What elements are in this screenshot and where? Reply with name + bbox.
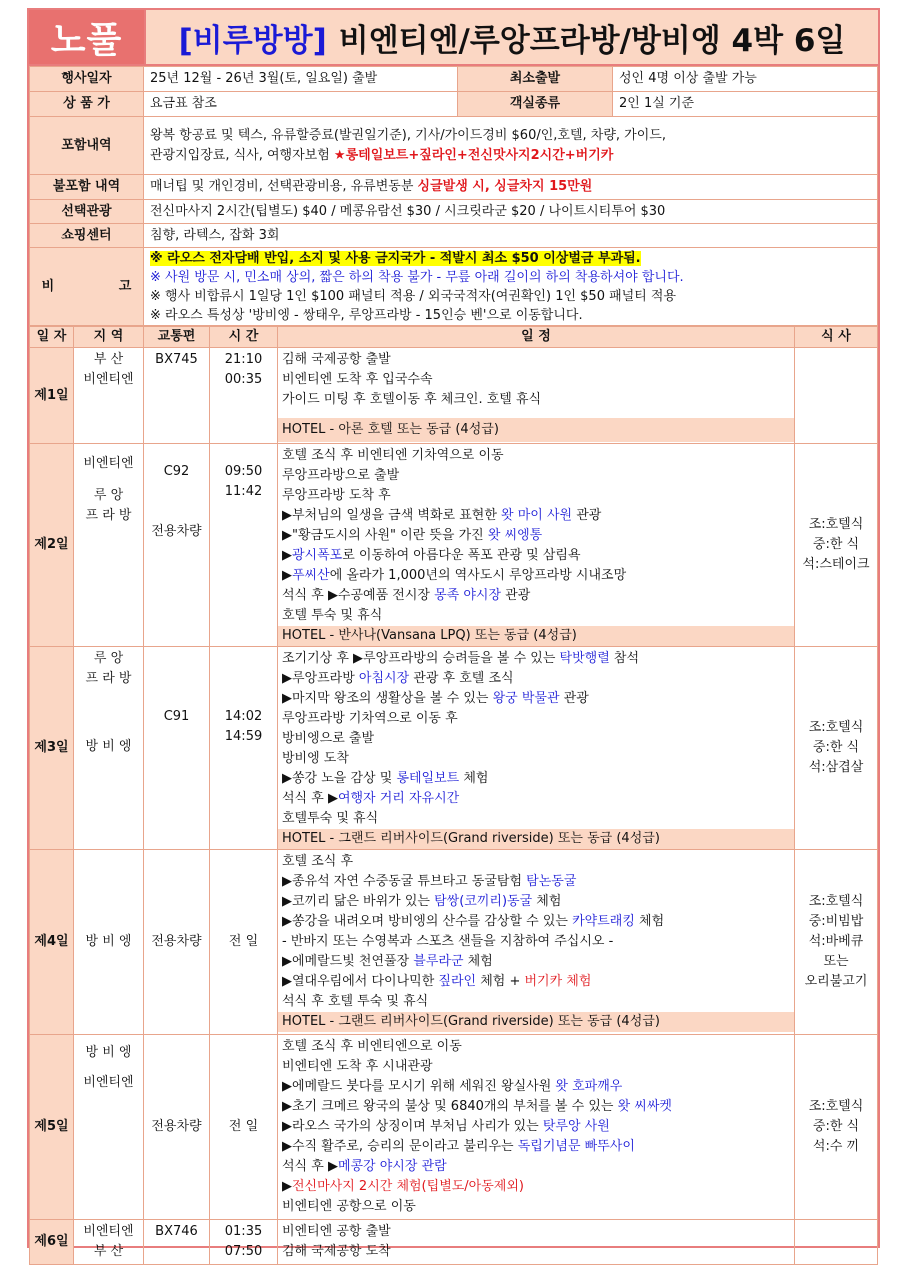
day3-transport — [144, 647, 210, 850]
region-luang: 루 앙 — [93, 651, 124, 666]
option-label: 선택관광 — [30, 200, 144, 224]
itinerary-text: 조기기상 후 ▶루앙프라방의 승려들을 볼 수 있는 — [282, 651, 560, 666]
spot-zipline: 짚라인 — [438, 974, 477, 989]
spot-patuxai: 독립기념문 빠뚜사이 — [517, 1139, 635, 1154]
train-c91: C91 — [163, 709, 190, 724]
include-highlight: ★롱테일보트+짚라인+전신맛사지2시간+버기카 — [333, 147, 614, 163]
train-c92: C92 — [163, 464, 190, 479]
itinerary-text: ▶마지막 왕조의 생활상을 볼 수 있는 — [282, 691, 493, 706]
day5-transport: 전용차량 — [144, 1035, 210, 1220]
day5-time: 전 일 — [210, 1035, 278, 1220]
meal-breakfast: 조:호텔식 — [808, 720, 864, 735]
spot-hmong-market: 몽족 야시장 — [434, 588, 502, 603]
day1-label: 제1일 — [30, 348, 74, 444]
time-arrive: 00:35 — [224, 372, 263, 387]
region-busan: 부 산 — [93, 1244, 124, 1259]
itinerary-text: 관광 — [501, 588, 531, 603]
day1-itinerary — [278, 348, 795, 444]
itinerary-text: 관광 — [559, 691, 589, 706]
day5-itinerary — [278, 1035, 795, 1220]
note-ecig: ※ 라오스 전자담배 반입, 소지 및 사용 금지국가 - 적발시 최소 $50 이상벌금 부과됨. — [150, 250, 641, 266]
itinerary-line: 비엔티엔 도착 후 입국수속 — [282, 372, 433, 387]
private-vehicle: 전용차량 — [151, 524, 202, 539]
spot-tham-non: 탐논동굴 — [526, 874, 577, 889]
itinerary-text: 석식 후 ▶수공예품 전시장 — [282, 588, 435, 603]
day3-region — [74, 647, 144, 850]
price-value: 요금표 참조 — [144, 92, 458, 117]
spot-mekong-market: 메콩강 야시장 관람 — [337, 1159, 447, 1174]
day6-row — [30, 1220, 878, 1265]
col-time: 시 간 — [210, 327, 278, 348]
meal-breakfast: 조:호텔식 — [808, 894, 864, 909]
note-label: 비 고 — [30, 248, 144, 326]
spot-walking-street: 여행자 거리 자유시간 — [337, 791, 460, 806]
room-label: 객실종류 — [458, 92, 613, 117]
itinerary-text: ▶종유석 자연 수중동굴 튜브타고 동굴탐험 — [282, 874, 527, 889]
meal-dinner: 석:스테이크 — [802, 557, 870, 572]
time-depart: 21:10 — [224, 352, 263, 367]
day1-time — [210, 348, 278, 444]
day3-itinerary — [278, 647, 795, 850]
itinerary-line: - 반바지 또는 수영복과 스포츠 샌들을 지참하여 주십시오 - — [282, 934, 614, 949]
time-arrive: 11:42 — [224, 484, 263, 499]
min-label: 최소출발 — [458, 67, 613, 92]
title-text: 비엔티엔/루앙프라방/방비엥 4박 6일 — [338, 22, 846, 59]
itinerary-text: 체험 — [634, 914, 665, 929]
price-label: 상 품 가 — [30, 92, 144, 117]
meal-dinner: 석:바베큐 — [808, 934, 864, 949]
col-region: 지 역 — [74, 327, 144, 348]
itinerary-line: 호텔 조식 후 — [282, 854, 354, 869]
info-table — [29, 66, 878, 326]
meal-lunch: 중:한 식 — [812, 537, 860, 552]
spot-blue-lagoon: 블루라군 — [413, 954, 464, 969]
day4-row — [30, 850, 878, 1035]
itinerary-line: 비엔티엔 공항으로 이동 — [282, 1199, 416, 1214]
spot-longtail: 롱테일보트 — [396, 771, 460, 786]
day2-region — [74, 444, 144, 647]
itinerary-text: ▶ — [282, 548, 292, 563]
itinerary-text: ▶수직 활주로, 승리의 문이라고 불리우는 — [282, 1139, 518, 1154]
itinerary-line: 석식 후 호텔 투숙 및 휴식 — [282, 994, 429, 1009]
itinerary-text: 체험 + — [476, 974, 525, 989]
spot-wat-mai: 왓 마이 사원 — [501, 508, 573, 523]
itinerary-line: 가이드 미팅 후 호텔이동 후 체크인. 호텔 휴식 — [282, 392, 542, 407]
day4-itinerary — [278, 850, 795, 1035]
region-vangvieng: 방 비 엥 — [85, 1045, 132, 1060]
day6-itinerary — [278, 1220, 795, 1265]
itinerary-text: 참석 — [609, 651, 640, 666]
spot-kayak: 카약트래킹 — [572, 914, 635, 929]
region-vientiane: 비엔티엔 — [83, 1224, 134, 1239]
spot-si-saket: 왓 씨싸켓 — [617, 1099, 672, 1114]
day1-transport: BX745 — [144, 348, 210, 444]
itinerary-text: 관광 — [572, 508, 602, 523]
period-value: 25년 12월 - 26년 3월(토, 일요일) 출발 — [144, 67, 458, 92]
region-vientiane: 비엔티엔 — [83, 372, 134, 387]
day2-transport — [144, 444, 210, 647]
itinerary-text: 에 올라가 1,000년의 역사도시 루앙프라방 시내조망 — [329, 568, 627, 583]
day4-meal — [795, 850, 878, 1035]
day3-row — [30, 647, 878, 850]
day4-transport: 전용차량 — [144, 850, 210, 1035]
spot-that-luang: 탓루앙 사원 — [542, 1119, 610, 1134]
shop-value: 침향, 라텍스, 잡화 3회 — [144, 224, 878, 248]
itinerary-line: 호텔 투숙 및 휴식 — [282, 608, 383, 623]
day6-label: 제6일 — [30, 1220, 74, 1265]
time-arrive: 14:59 — [224, 729, 263, 744]
itinerary-text: ▶코끼리 닮은 바위가 있는 — [282, 894, 435, 909]
itinerary-text: 체험 — [463, 954, 493, 969]
day6-region — [74, 1220, 144, 1265]
itinerary-text: ▶쏭강을 내려오며 방비엥의 산수를 감상할 수 있는 — [282, 914, 573, 929]
day5-meal — [795, 1035, 878, 1220]
note-dress: ※ 사원 방문 시, 민소매 상의, 짧은 하의 착용 불가 - 무릎 아래 길이의 하의 착용하셔야 합니다. — [150, 269, 684, 285]
itinerary-line: 김해 국제공항 출발 — [282, 352, 391, 367]
region-busan: 부 산 — [93, 352, 124, 367]
itinerary-line: 루앙프라방 기차역으로 이동 후 — [282, 711, 458, 726]
day2-hotel: HOTEL - 반사나(Vansana LPQ) 또는 동급 (4성급) — [278, 626, 794, 646]
day4-time: 전 일 — [210, 850, 278, 1035]
day1-region — [74, 348, 144, 444]
day5-row — [30, 1035, 878, 1220]
meal-breakfast: 조:호텔식 — [808, 517, 864, 532]
itinerary-text: 석식 후 ▶ — [282, 791, 338, 806]
schedule-table — [29, 326, 878, 1265]
note-penalty: ※ 행사 비합류시 1일당 1인 $100 패널티 적용 / 외국국적자(여권확인) 1인 $50 패널티 적용 — [150, 288, 677, 304]
col-transport: 교통편 — [144, 327, 210, 348]
day4-label: 제4일 — [30, 850, 74, 1035]
spot-alms: 탁밧행렬 — [559, 651, 610, 666]
col-day: 일 자 — [30, 327, 74, 348]
schedule-header — [30, 327, 878, 348]
include-label: 포함내역 — [30, 117, 144, 175]
title-tag: [비루방방] — [178, 22, 327, 59]
itinerary-text: 로 이동하여 아름다운 폭포 관광 및 삼림욕 — [342, 548, 581, 563]
min-value: 성인 4명 이상 출발 가능 — [613, 67, 878, 92]
day4-region: 방 비 엥 — [74, 850, 144, 1035]
itinerary-line: 루앙프라방 도착 후 — [282, 488, 391, 503]
region-vientiane: 비엔티엔 — [83, 1075, 134, 1090]
shop-label: 쇼핑센터 — [30, 224, 144, 248]
region-vangvieng: 방 비 엥 — [85, 739, 132, 754]
itinerary-text: ▶에메랄드빛 천연풀장 — [282, 954, 414, 969]
meal-breakfast: 조:호텔식 — [808, 1099, 864, 1114]
itinerary-line: 루앙프라방으로 출발 — [282, 468, 400, 483]
itinerary-text: ▶열대우림에서 다이나믹한 — [282, 974, 439, 989]
itinerary-line: 비엔티엔 도착 후 시내관광 — [282, 1059, 433, 1074]
itinerary-line: 방비엥 도착 — [282, 751, 349, 766]
exclude-text: 매너팁 및 개인경비, 선택관광비용, 유류변동분 — [150, 179, 418, 194]
itinerary-text: ▶라오스 국가의 상징이며 부처님 사리가 있는 — [282, 1119, 543, 1134]
meal-lunch: 중:한 식 — [812, 740, 860, 755]
spot-buggy: 버기카 체험 — [524, 974, 592, 989]
exclude-value — [144, 175, 878, 200]
meal-dinner: 석:수 끼 — [812, 1139, 860, 1154]
day3-label: 제3일 — [30, 647, 74, 850]
day2-meal — [795, 444, 878, 647]
page-title — [144, 10, 878, 64]
day5-label: 제5일 — [30, 1035, 74, 1220]
itinerary-text: ▶초기 크메르 왕국의 불상 및 6840개의 부처를 볼 수 있는 — [282, 1099, 618, 1114]
col-itinerary: 일 정 — [278, 327, 795, 348]
day3-time — [210, 647, 278, 850]
region-luang: 루 앙 — [93, 488, 124, 503]
period-label: 행사일자 — [30, 67, 144, 92]
day1-row — [30, 348, 878, 444]
day6-time — [210, 1220, 278, 1265]
notes — [144, 248, 878, 326]
spot-morning-market: 아침시장 — [358, 671, 410, 686]
include-line1: 왕복 항공료 및 텍스, 유류할증료(발권일기준), 기사/가이드경비 $60/인,호텔, 차량, 가이드, — [150, 127, 666, 143]
day1-meal — [795, 348, 878, 444]
spot-elephant-cave: 탐쌍(코끼리)동굴 — [434, 894, 533, 909]
meal-dinner: 석:삼겹살 — [808, 760, 864, 775]
itinerary-text: ▶ — [282, 1179, 292, 1194]
day3-hotel: HOTEL - 그랜드 리버사이드(Grand riverside) 또는 동급 (4성급) — [278, 829, 794, 849]
meal-dinner-alt: 오리불고기 — [804, 974, 868, 989]
spot-kuang-si: 광시폭포 — [292, 548, 343, 563]
region-vientiane: 비엔티엔 — [83, 456, 134, 471]
itinerary-document — [27, 8, 880, 1259]
itinerary-text: ▶"황금도시의 사원" 이란 뜻을 가진 — [282, 528, 488, 543]
itinerary-line: 김해 국제공항 도착 — [282, 1244, 391, 1259]
spot-royal-palace: 왕궁 박물관 — [492, 691, 560, 706]
time-depart: 09:50 — [224, 464, 263, 479]
meal-lunch: 중:비빔밥 — [808, 914, 864, 929]
meal-lunch: 중:한 식 — [812, 1119, 860, 1134]
itinerary-text: ▶루앙프라방 — [282, 671, 359, 686]
itinerary-text: ▶ — [282, 568, 292, 583]
brand-logo: 노풀 — [29, 10, 144, 64]
col-meal: 식 사 — [795, 327, 878, 348]
day2-itinerary — [278, 444, 795, 647]
itinerary-text: ▶에메랄드 붓다를 모시기 위해 세워진 왕실사원 — [282, 1079, 556, 1094]
itinerary-line: 호텔 조식 후 비엔티엔으로 이동 — [282, 1039, 462, 1054]
day5-region — [74, 1035, 144, 1220]
time-depart: 01:35 — [224, 1224, 263, 1239]
itinerary-line: 비엔티엔 공항 출발 — [282, 1224, 391, 1239]
region-prabang: 프 라 방 — [85, 508, 132, 523]
note-transport: ※ 라오스 특성상 '방비엥 - 쌍태우, 루앙프라방 - 15인승 벤'으로 이동합니다. — [150, 307, 583, 323]
spot-phousi: 푸씨산 — [292, 568, 330, 583]
itinerary-text: 관광 후 호텔 조식 — [409, 671, 514, 686]
day2-time — [210, 444, 278, 647]
spot-wat-xieng-thong: 왓 씨엥통 — [487, 528, 543, 543]
single-charge: 싱글발생 시, 싱글차지 15만원 — [417, 179, 593, 194]
day6-meal — [795, 1220, 878, 1265]
meal-or: 또는 — [823, 954, 849, 969]
day2-label: 제2일 — [30, 444, 74, 647]
day6-transport: BX746 — [144, 1220, 210, 1265]
region-prabang: 프 라 방 — [85, 671, 132, 686]
itinerary-text: 체험 — [459, 771, 489, 786]
itinerary-text: 석식 후 ▶ — [282, 1159, 338, 1174]
room-value: 2인 1실 기준 — [613, 92, 878, 117]
spot-ho-phakeo: 왓 호파깨우 — [555, 1079, 623, 1094]
itinerary-line: 호텔 조식 후 비엔티엔 기차역으로 이동 — [282, 448, 504, 463]
day1-hotel: HOTEL - 아론 호텔 또는 동급 (4성급) — [278, 418, 794, 442]
day4-hotel: HOTEL - 그랜드 리버사이드(Grand riverside) 또는 동급 (4성급) — [278, 1012, 794, 1032]
itinerary-text: ▶부처님의 일생을 금색 벽화로 표현한 — [282, 508, 502, 523]
header — [29, 10, 878, 66]
exclude-label: 불포함 내역 — [30, 175, 144, 200]
day2-row — [30, 444, 878, 647]
include-line2: 관광지입장료, 식사, 여행자보험 — [150, 147, 334, 163]
time-depart: 14:02 — [224, 709, 263, 724]
itinerary-line: 호텔투숙 및 휴식 — [282, 811, 379, 826]
spot-massage: 전신마사지 2시간 체험(팁별도/아동제외) — [292, 1179, 524, 1194]
time-arrive: 07:50 — [224, 1244, 263, 1259]
option-value: 전신마사지 2시간(팁별도) $40 / 메콩유람선 $30 / 시크릿라군 $20 / 나이트시티투어 $30 — [144, 200, 878, 224]
itinerary-text: ▶쏭강 노을 감상 및 — [282, 771, 397, 786]
day3-meal — [795, 647, 878, 850]
itinerary-line: 방비엥으로 출발 — [282, 731, 375, 746]
itinerary-text: 체험 — [532, 894, 562, 909]
include-value — [144, 117, 878, 175]
